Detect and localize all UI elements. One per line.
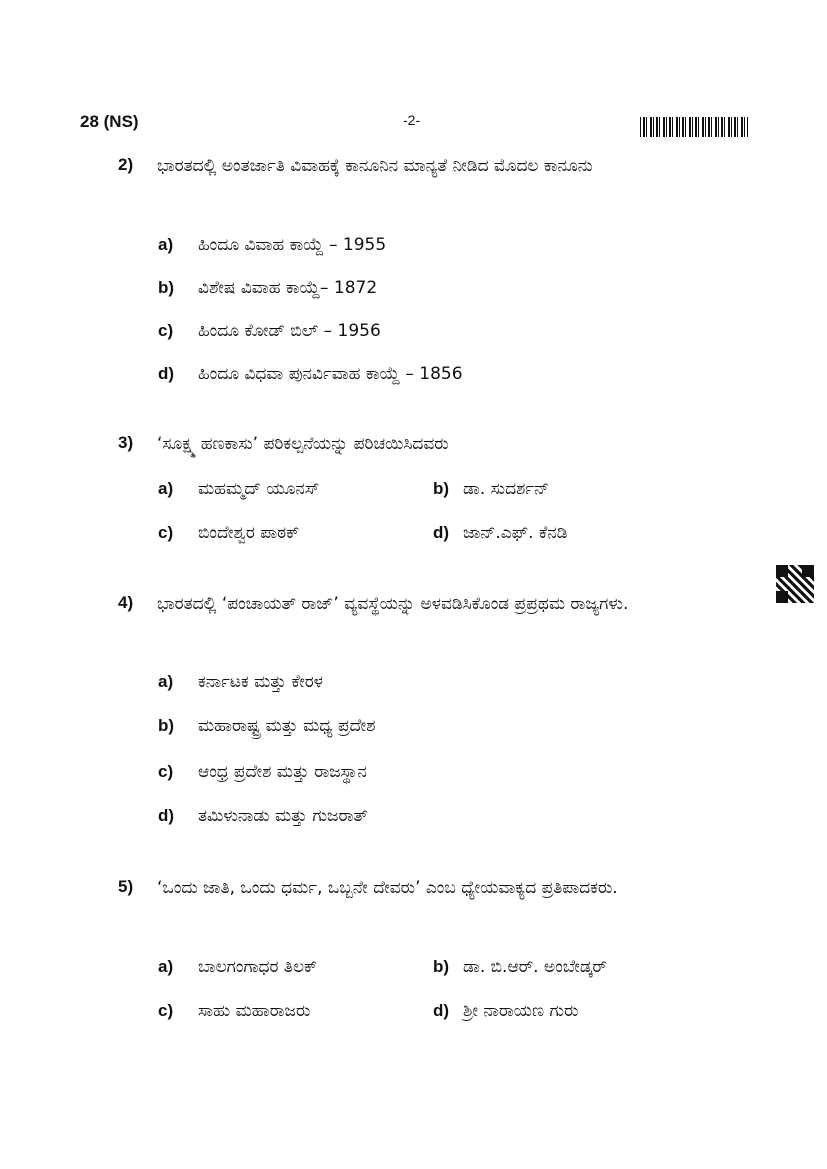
option-letter: a) [158,957,174,976]
option-letter: c) [158,762,174,781]
option-letter: d) [158,806,175,825]
question-number: 5) [118,877,134,896]
option-text: ಹಿಂದೂ ವಿವಾಹ ಕಾಯ್ದೆ – 1955 [198,235,387,255]
page-number: -2- [403,112,421,128]
option-letter: b) [158,716,175,735]
option-letter: b) [158,278,175,297]
option-text: ಡಾ. ಸುದರ್ಶನ್ [463,479,550,499]
option-text: ಆಂಧ್ರ ಪ್ರದೇಶ ಮತ್ತು ರಾಜಸ್ಥಾನ [198,762,367,782]
option-letter: b) [433,479,450,498]
option-text: ಹಿಂದೂ ಕೋಡ್ ಬಿಲ್ – 1956 [198,321,381,341]
option-text: ಬಾಲಗಂಗಾಧರ ತಿಲಕ್ [198,957,318,977]
question-number: 4) [118,593,134,612]
option-letter: c) [158,1001,174,1020]
question-text: ‘ಸೂಕ್ಷ್ಮ ಹಣಕಾಸು’ ಪರಿಕಲ್ಪನೆಯನ್ನು ಪರಿಚಯಿಸಿದವರು [157,434,449,454]
question-text: ಭಾರತದಲ್ಲಿ ‘ಪಂಚಾಯತ್ ರಾಜ್’ ವ್ಯವಸ್ಥೆಯನ್ನು ಅಳವಡಿಸಿಕೊಂಡ ಪ್ರಪ್ರಥಮ ರಾಜ್ಯಗಳು. [157,594,629,614]
option-letter: d) [433,523,450,542]
option-text: ಜಾನ್.ಎಫ್. ಕೆನಡಿ [463,523,568,543]
barcode-icon [640,117,748,137]
option-text: ಮಹಾರಾಷ್ಟ್ರ ಮತ್ತು ಮಧ್ಯ ಪ್ರದೇಶ [198,716,376,736]
option-text: ಹಿಂದೂ ವಿಧವಾ ಪುನರ್ವಿವಾಹ ಕಾಯ್ದೆ – 1856 [198,364,463,384]
question-number: 2) [118,155,134,174]
option-text: ಶ್ರೀ ನಾರಾಯಣ ಗುರು [463,1001,579,1021]
option-text: ತಮಿಳುನಾಡು ಮತ್ತು ಗುಜರಾತ್ [198,806,368,826]
option-text: ಬಿಂದೇಶ್ವರ ಪಾಠಕ್ [198,523,300,543]
option-letter: d) [433,1001,450,1020]
option-letter: c) [158,523,174,542]
option-text: ಸಾಹು ಮಹಾರಾಜರು [198,1001,311,1021]
option-letter: a) [158,479,174,498]
option-letter: a) [158,672,174,691]
option-text: ಡಾ. ಬಿ.ಆರ್. ಅಂಬೇಡ್ಕರ್ [463,957,607,977]
option-text: ಕರ್ನಾಟಕ ಮತ್ತು ಕೇರಳ [198,672,323,692]
option-letter: b) [433,957,450,976]
option-letter: d) [158,364,175,383]
option-letter: c) [158,321,174,340]
question-text: ‘ಒಂದು ಜಾತಿ, ಒಂದು ಧರ್ಮ, ಒಬ್ಬನೇ ದೇವರು’ ಎಂಬ ಧ್ಯೇಯವಾಕ್ಯದ ಪ್ರತಿಪಾದಕರು. [157,878,618,898]
paper-code: 28 (NS) [80,112,139,131]
option-text: ಮಹಮ್ಮದ್ ಯೂನಸ್ [198,479,320,499]
question-text: ಭಾರತದಲ್ಲಿ ಅಂತರ್ಜಾತಿ ವಿವಾಹಕ್ಕೆ ಕಾನೂನಿನ ಮಾನ್ಯತೆ ನೀಡಿದ ಮೊದಲ ಕಾನೂನು [157,156,593,176]
option-letter: a) [158,235,174,254]
option-text: ವಿಶೇಷ ವಿವಾಹ ಕಾಯ್ದೆ– 1872 [198,278,378,298]
question-number: 3) [118,433,134,452]
qr-code-icon [776,565,814,603]
